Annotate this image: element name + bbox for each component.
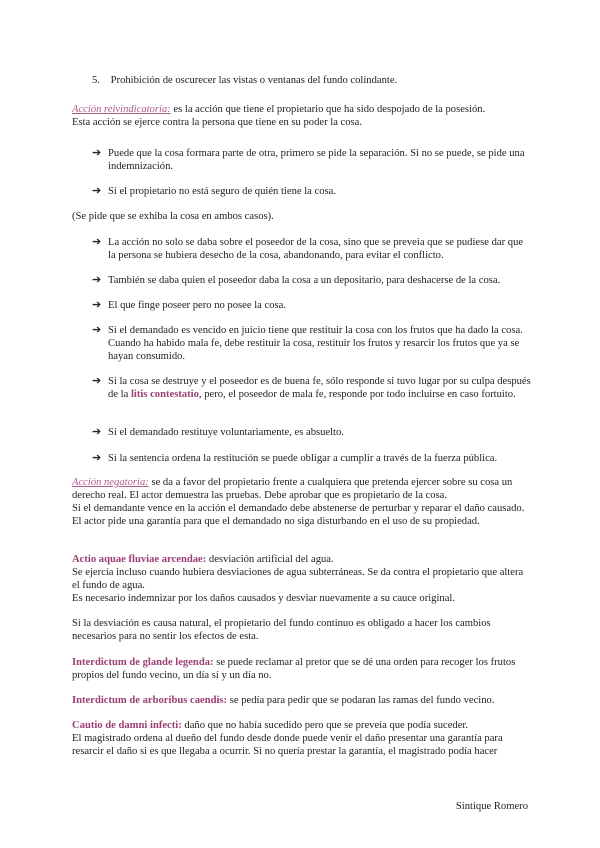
definition-text: se da a favor del propietario frente a cualquiera que pretenda ejercer sobre su cosa un derecho real. El actor demuestra las pruebas. Debe aprobar que es propietario de la cosa.: [72, 477, 513, 501]
list-item-text: La acción no solo se daba sobre el poseedor de la cosa, sino que se preveía que se pudiese dar que la persona se hubiera desecho de la cosa, abandonando, para evitar el conflicto.: [108, 237, 524, 261]
arrow-bullet-icon: ➔: [92, 147, 102, 159]
list-item-text: También se daba quien el poseedor daba la cosa a un depositario, para deshacerse de la cosa.: [108, 275, 501, 286]
list-item: [92, 185, 532, 198]
term-cautio: Cautio de damni infecti:: [72, 720, 182, 731]
paragraph-interdictum-arboribus: [72, 694, 532, 707]
list-item-text: Si el propietario no está seguro de quién tiene la cosa.: [108, 186, 336, 197]
list-item: [92, 147, 532, 173]
list-item-text: Si el demandado restituye voluntariamente, es absuelto.: [108, 427, 344, 438]
item-number: 5.: [92, 75, 100, 86]
definition-text: se pedía para pedir que se podaran las ramas del fundo vecino.: [227, 695, 495, 706]
numbered-item: [92, 74, 532, 87]
list-item: [92, 274, 532, 287]
definition-line2: Si el demandante vence en la acción el demandado debe abstenerse de perturbar y reparar el daño causado. El actor pide una garantía para que el demandado no siga disturbando en el uso de su propiedad.: [72, 503, 525, 527]
parenthetical-note: (Se pide que se exhiba la cosa en ambos casos).: [72, 211, 274, 222]
item-text: Prohibición de oscurecer las vistas o ventanas del fundo colindante.: [110, 75, 398, 86]
arrow-bullet-icon: ➔: [92, 324, 102, 336]
arrow-bullet-icon: ➔: [92, 452, 102, 464]
term-interdictum-arboribus: Interdictum de arboribus caendis:: [72, 695, 228, 706]
list-item-text: El que finge poseer pero no posee la cosa.: [108, 300, 286, 311]
paragraph-cautio: [72, 719, 532, 758]
list-item: [92, 452, 532, 465]
footer-author: Sintique Romero: [455, 801, 528, 812]
paragraph-accion-negatoria: [72, 476, 532, 528]
definition-text: daño que no había sucedido pero que se preveía que podía suceder.: [181, 720, 468, 731]
arrow-bullet-icon: ➔: [92, 299, 102, 311]
list-item: [92, 426, 532, 439]
paragraph-accion-reivindicatoria: [72, 103, 532, 129]
definition-line3: Es necesario indemnizar por los daños causados y desviar nuevamente a su cauce original.: [72, 593, 456, 604]
term-actio-aquae: Actio aquae fluviae arcendae:: [72, 554, 207, 565]
paragraph-interdictum-glande: [72, 656, 532, 682]
list-item: [92, 324, 532, 363]
list-item-text: [108, 375, 532, 401]
definition-line2: Se ejercía incluso cuando hubiera desviaciones de agua subterráneas. Se da contra el propietario que altera el fundo de agua.: [72, 567, 524, 591]
list-item: [92, 375, 532, 401]
list-item-text-part: Si la cosa se destruye y el poseedor es de buena fe, sólo responde si tuvo lugar por su culpa después de la: [108, 376, 531, 400]
arrow-bullet-icon: ➔: [92, 375, 102, 387]
list-item: [92, 236, 532, 262]
term-litis-contestatio: litis contestatio: [130, 389, 199, 400]
definition-text: es la acción que tiene el propietario que ha sido despojado de la posesión.: [170, 104, 486, 115]
definition-line2: El magistrado ordena al dueño del fundo desde donde puede venir el daño presentar una garantía para resarcir el daño si es que llegaba a ocurrir. Si no quería prestar la garantía, el magistrado podía hacer: [72, 733, 503, 757]
list-item-text-part: , pero, el poseedor de mala fe, responde por todo incluirse en caso fortuito.: [198, 389, 516, 400]
definition-line2: Esta acción se ejerce contra la persona que tiene en su poder la cosa.: [72, 117, 363, 128]
list-item-text: Si el demandado es vencido en juicio tiene que restituir la cosa con los frutos que ha dado la cosa. Cuando ha habido mala fe, debe restituir la cosa, restituir los frutos y resarcir los frutos que ya se hayan consumido.: [108, 325, 523, 362]
definition-text: se puede reclamar al pretor que se dé una orden para recoger los frutos propios del fundo vecino, un día sí y un día no.: [72, 657, 516, 681]
paragraph-desviacion-natural: Si la desviación es causa natural, el propietario del fundo continuo es obligado a hacer los cambios necesarios para no sentir los efectos de esta.: [72, 618, 491, 642]
list-item-text: Puede que la cosa formara parte de otra, primero se pide la separación. Si no se puede, se pide una indemnización.: [108, 148, 525, 172]
arrow-bullet-icon: ➔: [92, 426, 102, 438]
list-item-text: Si la sentencia ordena la restitución se puede obligar a cumplir a través de la fuerza pública.: [108, 453, 498, 464]
definition-text: desviación artificial del agua.: [206, 554, 334, 565]
paragraph-actio-aquae: [72, 553, 532, 605]
term-accion-reivindicatoria: Acción reivindicatoria:: [72, 104, 171, 115]
term-accion-negatoria: Acción negatoria:: [72, 477, 149, 488]
list-item: [92, 299, 532, 312]
arrow-bullet-icon: ➔: [92, 185, 102, 197]
arrow-bullet-icon: ➔: [92, 236, 102, 248]
arrow-bullet-icon: ➔: [92, 274, 102, 286]
term-interdictum-glande: Interdictum de glande legenda:: [72, 657, 214, 668]
